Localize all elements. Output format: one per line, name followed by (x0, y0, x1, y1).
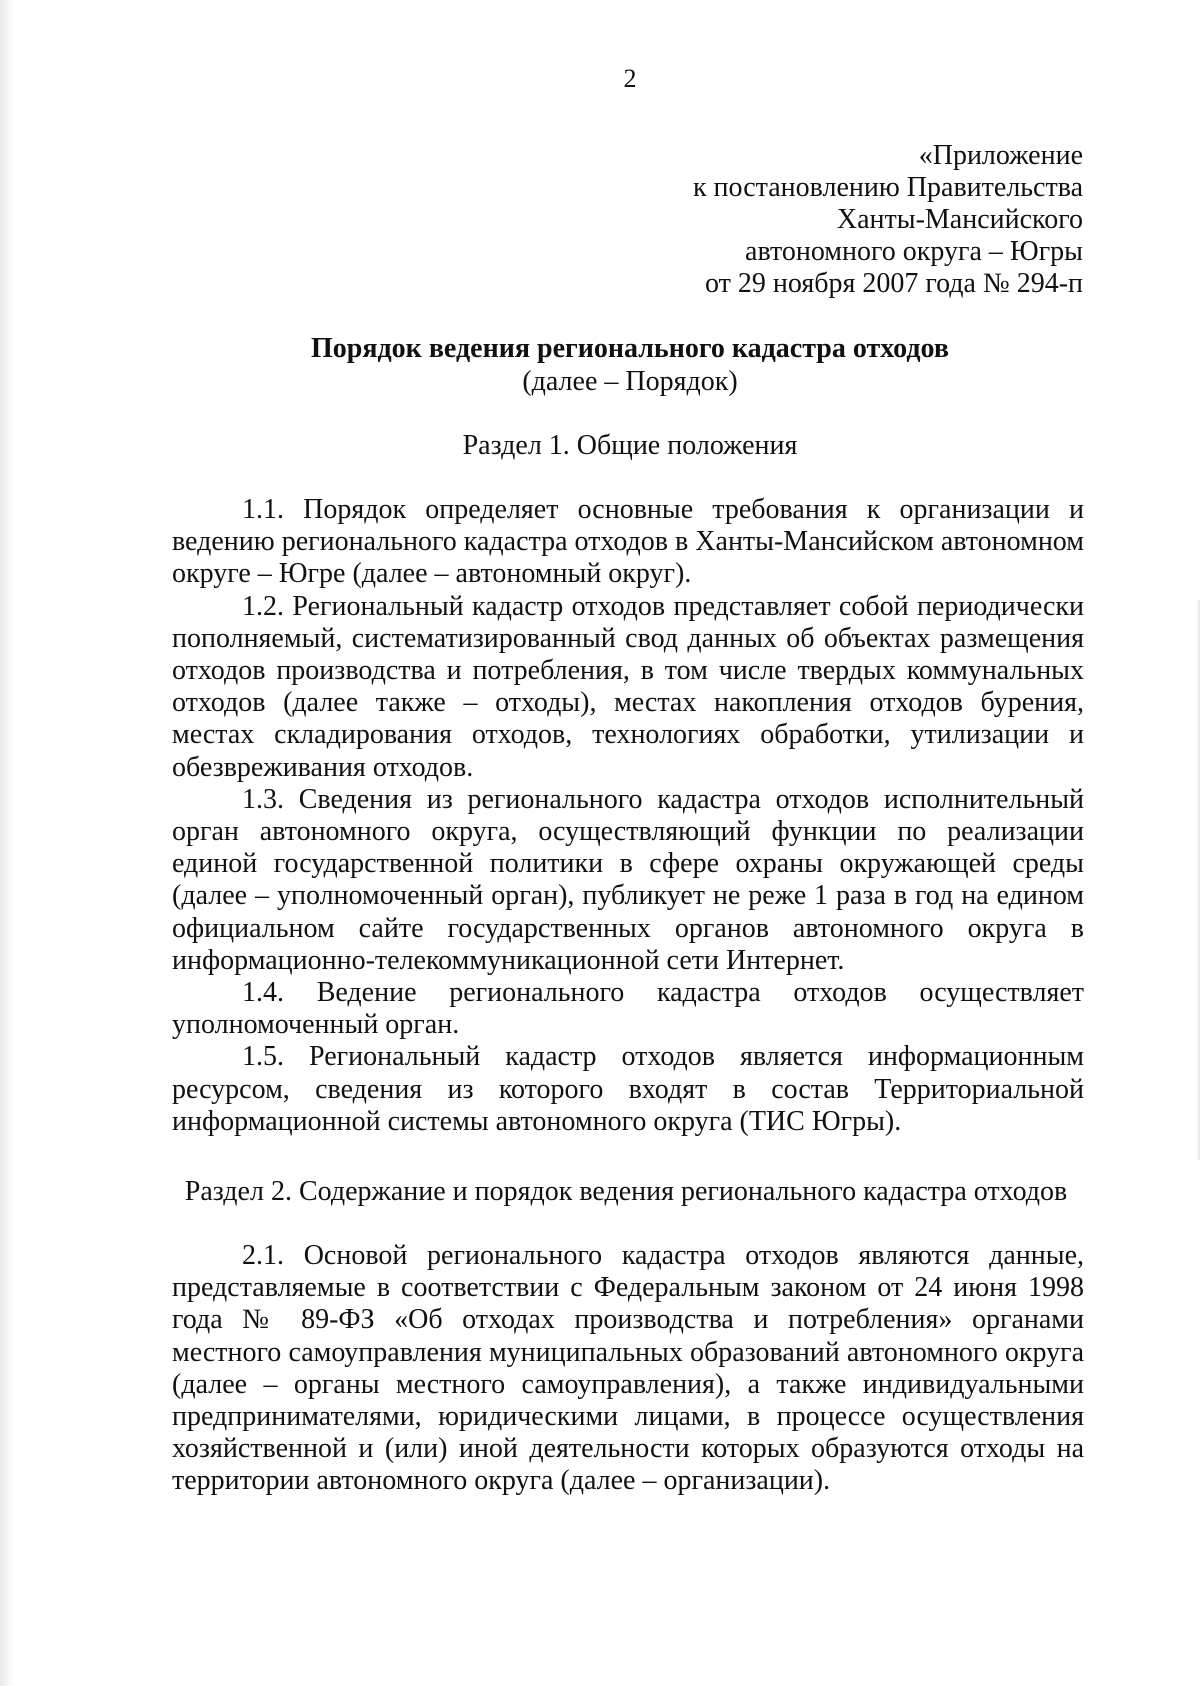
appendix-line: «Приложение (918, 140, 1083, 171)
appendix-line: автономного округа – Югры (745, 236, 1083, 267)
paragraph-1-4: 1.4. Ведение регионального кадастра отходов осуществляет уполномоченный орган. (172, 977, 1084, 1041)
appendix-line: от 29 ноября 2007 года № 294-п (705, 268, 1083, 299)
appendix-line: к постановлению Правительства (692, 172, 1083, 203)
document-title: Порядок ведения регионального кадастра отходов (311, 333, 949, 364)
appendix-line: Ханты-Мансийского (836, 204, 1083, 235)
section-2-body (172, 1240, 1084, 1498)
paragraph-1-2: 1.2. Региональный кадастр отходов представляет собой периодически пополняемый, систематизированный свод данных об объектах размещения отходов производства и потребления, в том числе твердых коммунальных отходов (далее также – отходы), местах накопления отходов бурения, местах складирования отходов, технологиях обработки, утилизации и обезвреживания отходов. (172, 590, 1084, 783)
page-number: 2 (623, 64, 637, 93)
paragraph-1-3: 1.3. Сведения из регионального кадастра отходов исполнительный орган автономного округа, осуществляющий функции по реализации единой государственной политики в сфере охраны окружающей среды (далее – уполномоченный орган), публикует не реже 1 раза в год на едином официальном сайте государственных органов автономного округа в информационно-телекоммуникационной сети Интернет. (172, 783, 1084, 976)
scan-edge-left (0, 0, 14, 1686)
section-1-body (172, 494, 1084, 1138)
document-subtitle: (далее – Порядок) (522, 366, 738, 397)
section-1-heading: Раздел 1. Общие положения (462, 430, 798, 461)
scan-edge-right (1196, 600, 1200, 1160)
paragraph-1-5: 1.5. Региональный кадастр отходов является информационным ресурсом, сведения из которого входят в состав Территориальной информационной системы автономного округа (ТИС Югры). (172, 1041, 1084, 1137)
paragraph-2-1: 2.1. Основой регионального кадастра отходов являются данные, представляемые в соответствии с Федеральным законом от 24 июня 1998 года № 89-ФЗ «Об отходах производства и потребления» органами местного самоуправления муниципальных образований автономного округа (далее – органы местного самоуправления), а также индивидуальными предпринимателями, юридическими лицами, в процессе осуществления хозяйственной и (или) иной деятельности которых образуются отходы на территории автономного округа (далее – организации). (172, 1240, 1084, 1497)
paragraph-1-1: 1.1. Порядок определяет основные требования к организации и ведению регионального кадастра отходов в Ханты-Мансийском автономном округе – Югре (далее – автономный округ). (172, 494, 1084, 590)
appendix-header (483, 140, 1083, 300)
section-2-heading: Раздел 2. Содержание и порядок ведения регионального кадастра отходов (184, 1176, 1068, 1207)
